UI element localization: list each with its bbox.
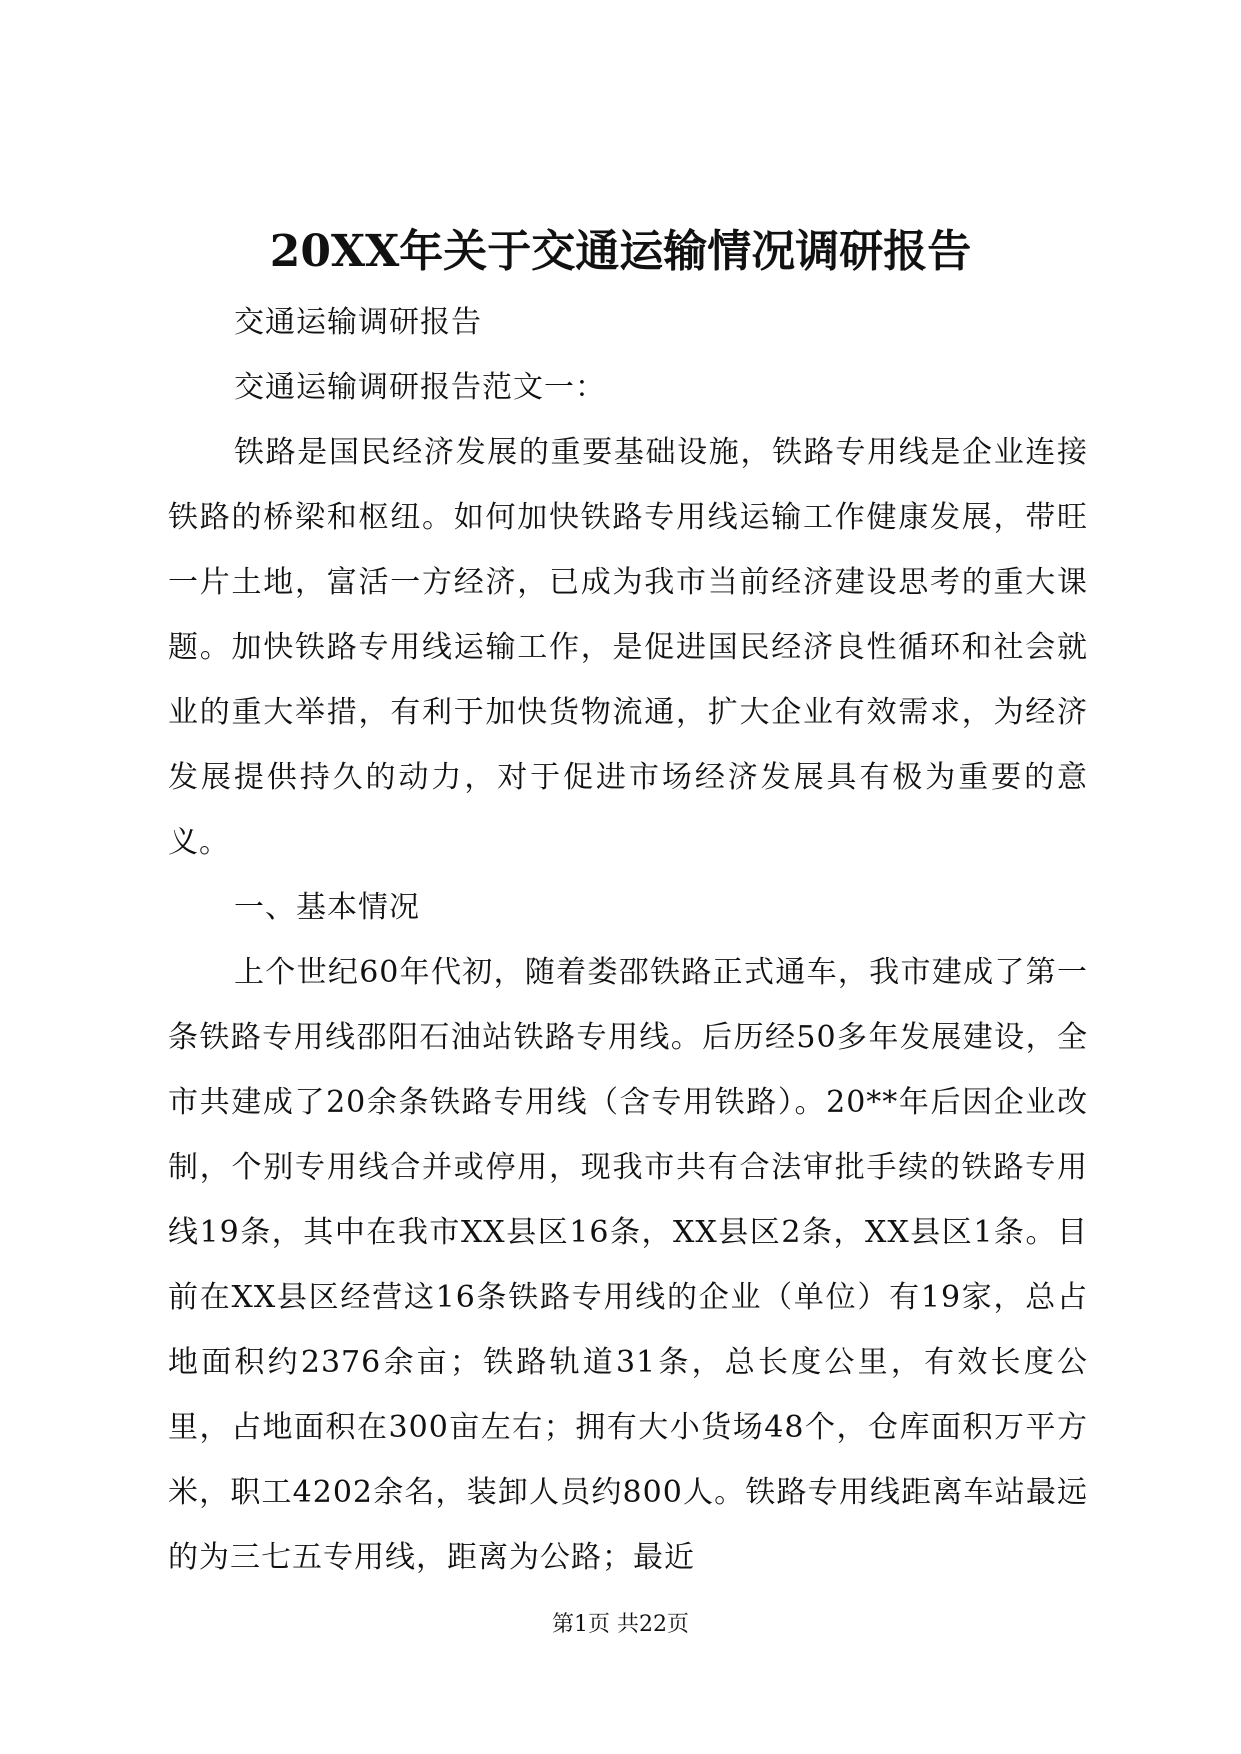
section-heading-basic-situation: 一、基本情况 [234,890,420,925]
paragraph-intro: 铁路是国民经济发展的重要基础设施，铁路专用线是企业连接铁路的桥梁和枢纽。如何加快铁路专用线运输工作健康发展，带旺一片土地，富活一方经济，已成为我市当前经济建设思考的重大课题。加快铁路专用线运输工作，是促进国民经济良性循环和社会就业的重大举措，有利于加快货物流通，扩大企业有效需求，为经济发展提供持久的动力，对于促进市场经济发展具有极为重要的意义。 [168,435,1088,860]
document-body [168,290,1088,1590]
paragraph-subtitle: 交通运输调研报告 [234,305,482,340]
paragraph-basic-situation: 上个世纪60年代初，随着娄邵铁路正式通车，我市建成了第一条铁路专用线邵阳石油站铁路专用线。后历经50多年发展建设，全市共建成了20余条铁路专用线（含专用铁路）。20**年后因企业改制，个别专用线合并或停用，现我市共有合法审批手续的铁路专用线19条，其中在我市XX县区16条，XX县区2条，XX县区1条。目前在XX县区经营这16条铁路专用线的企业（单位）有19家，总占地面积约2376余亩；铁路轨道31条，总长度公里，有效长度公里，占地面积在300亩左右；拥有大小货场48个，仓库面积万平方米，职工4202余名，装卸人员约800人。铁路专用线距离车站最远的为三七五专用线，距离为公路；最近 [168,955,1088,1575]
page-number-footer: 第1页 共22页 [552,1612,689,1637]
paragraph-sample-heading: 交通运输调研报告范文一： [234,370,606,405]
document-title: 20XX年关于交通运输情况调研报告 [269,226,972,277]
